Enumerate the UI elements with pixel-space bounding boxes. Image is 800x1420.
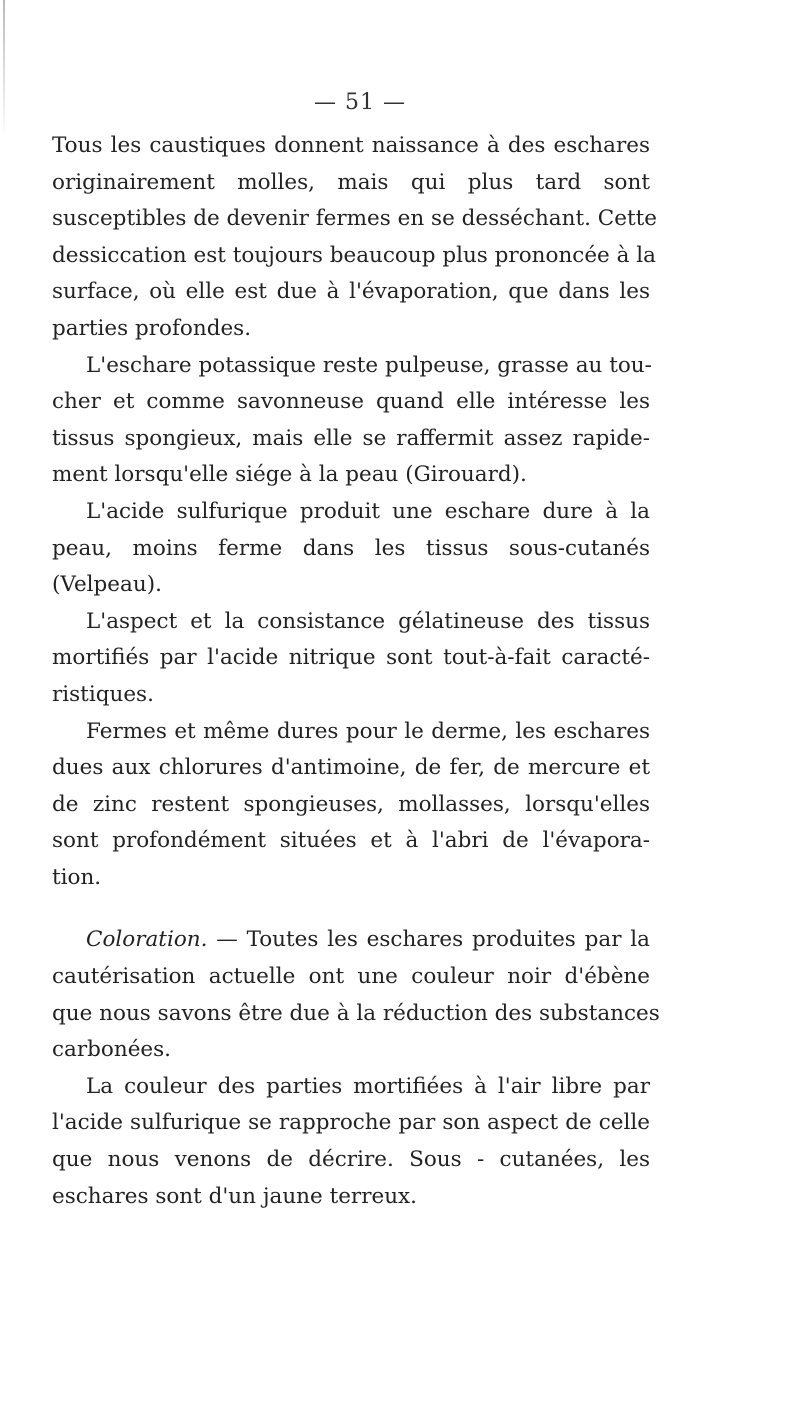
page-number: — 51 — — [314, 90, 406, 115]
text-line: cautérisation actuelle ont une couleur noir d'ébène — [52, 964, 650, 990]
text-line: eschares sont d'un jaune terreux. — [52, 1183, 418, 1209]
text-line: mortifiés par l'acide nitrique sont tout-à-fait caracté- — [52, 645, 650, 671]
body-text — [52, 128, 660, 1215]
text-line-with-heading — [52, 922, 650, 959]
text-line: sont profondément situées et à l'abri de l'évapora- — [52, 828, 650, 854]
text-line: que nous savons être due à la réduction des substances — [52, 1000, 660, 1026]
text-line: L'eschare potassique reste pulpeuse, grasse au tou- — [86, 352, 652, 378]
text-line-remainder: — Toutes les eschares produites par la — [216, 927, 650, 953]
text-line: susceptibles de devenir fermes en se desséchant. Cette — [52, 206, 657, 232]
text-line: Tous les caustiques donnent naissance à des eschares — [52, 133, 650, 158]
text-line: de zinc restent spongieuses, mollasses, lorsqu'elles — [52, 791, 650, 817]
text-line: tion. — [52, 864, 102, 890]
coloration-heading: Coloration. — [86, 927, 208, 953]
text-line: dues aux chlorures d'antimoine, de fer, de mercure et — [52, 755, 650, 781]
page-binding-edge — [3, 0, 5, 140]
text-line: peau, moins ferme dans les tissus sous-cutanés — [52, 535, 650, 561]
text-line: surface, où elle est due à l'évaporation, que dans les — [52, 279, 650, 305]
text-line: (Velpeau). — [52, 572, 162, 598]
text-line: que nous venons de décrire. Sous - cutanées, les — [52, 1147, 650, 1173]
text-line: ment lorsqu'elle siége à la peau (Girouard). — [52, 462, 527, 488]
text-line: La couleur des parties mortifiées à l'air libre par — [86, 1073, 650, 1099]
text-line: carbonées. — [52, 1037, 172, 1063]
text-line: dessiccation est toujours beaucoup plus prononcée à la — [52, 242, 656, 268]
text-line: tissus spongieux, mais elle se raffermit assez rapide- — [52, 425, 650, 451]
text-line: Fermes et même dures pour le derme, les eschares — [86, 718, 650, 744]
text-line: L'acide sulfurique produit une eschare dure à la — [86, 498, 650, 524]
text-line: originairement molles, mais qui plus tard sont — [52, 169, 650, 195]
text-line: L'aspect et la consistance gélatineuse des tissus — [86, 608, 650, 634]
text-line: l'acide sulfurique se rapproche par son aspect de celle — [52, 1110, 650, 1136]
text-line: parties profondes. — [52, 315, 252, 341]
text-line: ristiques. — [52, 681, 154, 707]
text-line: cher et comme savonneuse quand elle intéresse les — [52, 389, 650, 415]
